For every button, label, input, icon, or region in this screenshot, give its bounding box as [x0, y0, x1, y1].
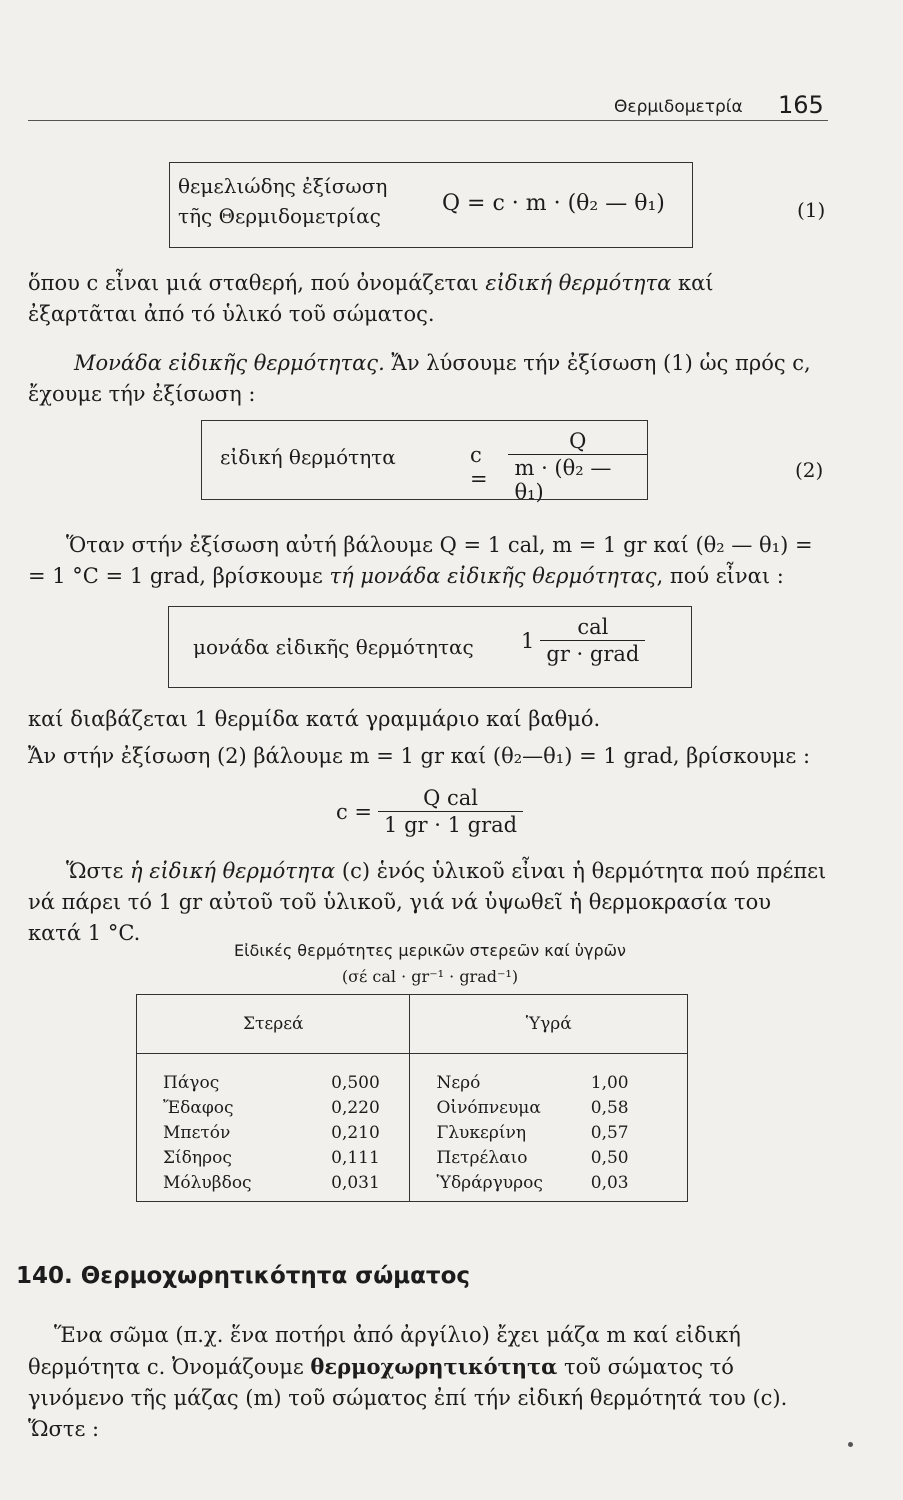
table-cell-solid-value: 0,111: [330, 1146, 410, 1171]
equation-3-numerator: cal: [577, 615, 609, 639]
table-cell-liquid-value: 0,57: [590, 1121, 688, 1146]
specific-heat-table: [136, 994, 688, 1202]
table-row: [137, 1171, 688, 1202]
table-cell-solid-value: 0,500: [330, 1054, 410, 1097]
equation-1-box: [169, 162, 693, 248]
equation-4-lhs: c =: [336, 799, 373, 824]
table-body: [137, 1054, 688, 1202]
table-cell-solid-value: 0,220: [330, 1096, 410, 1121]
section-heading: 140. Θερμοχωρητικότητα σώματος: [16, 1263, 471, 1289]
table-row: [137, 1146, 688, 1171]
table-cell-solid: Ἔδαφος: [137, 1096, 331, 1121]
table-cell-solid-value: 0,210: [330, 1121, 410, 1146]
table-header-liquids: Ὑγρά: [410, 995, 688, 1054]
table-cell-liquid-value: 0,58: [590, 1096, 688, 1121]
stray-dot-mark: [848, 1442, 853, 1447]
table-cell-solid: Σίδηρος: [137, 1146, 331, 1171]
equation-2-label: εἰδική θερμότητα: [220, 445, 396, 469]
equation-1-label-line2: τῆς Θερμιδομετρίας: [178, 204, 381, 228]
equation-2-fraction: [508, 429, 647, 504]
paragraph-heat-capacity: Ἕνα σῶμα (π.χ. ἕνα ποτήρι ἀπό ἀργίλιο) ἔχει μάζα m καί εἰδική θερμότητα c. Ὀνομάζουμε θερμοχωρητικότητα τοῦ σώματος τό γινόμενο τῆς μάζας (m) τοῦ σώματος ἐπί τήν εἰδική θερμότητά του (c). Ὥστε :: [28, 1323, 788, 1441]
paragraph-substitution: Ἄν στήν ἐξίσωση (2) βάλουμε m = 1 gr καί (θ₂—θ₁) = 1 grad, βρίσκουμε :: [28, 744, 811, 768]
page-number: 165: [778, 91, 824, 119]
equation-4-fraction: [378, 786, 523, 837]
table-cell-liquid: Πετρέλαιο: [436, 1148, 528, 1168]
table-row: [137, 1054, 688, 1097]
table-cell-liquid-value: 1,00: [590, 1054, 688, 1097]
equation-3-fraction: [540, 615, 645, 666]
table-header-solids: Στερεά: [137, 995, 410, 1054]
table-row: [137, 1121, 688, 1146]
paragraph-unit-reading: καί διαβάζεται 1 θερμίδα κατά γραμμάριο καί βαθμό.: [28, 707, 601, 731]
table-cell-liquid: Νερό: [436, 1073, 481, 1093]
equation-1-formula: Q = c · m · (θ₂ — θ₁): [442, 191, 665, 216]
equation-1-number: (1): [797, 198, 826, 222]
equation-3-denominator: gr · grad: [540, 640, 645, 666]
equation-3-box: [168, 606, 692, 688]
header-rule: [28, 120, 828, 121]
table-cell-liquid: Οἰνόπνευμα: [436, 1098, 541, 1118]
equation-2-number: (2): [795, 458, 824, 482]
equation-4-numerator: Q cal: [423, 786, 478, 810]
equation-1-label-line1: θεμελιώδης ἐξίσωση: [178, 174, 388, 198]
table-cell-solid-value: 0,031: [330, 1171, 410, 1202]
table-cell-solid: Μόλυβδος: [137, 1171, 331, 1202]
equation-2-lhs: c =: [470, 442, 488, 491]
paragraph-unit-intro: Μονάδα εἰδικῆς θερμότητας. Ἄν λύσουμε τήν ἐξίσωση (1) ὡς πρός c, ἔχουμε τήν ἐξίσωση :: [28, 351, 811, 406]
paragraph-specific-heat-meaning: Ὥστε ἡ εἰδική θερμότητα (c) ἑνός ὑλικοῦ εἶναι ἡ θερμότητα πού πρέπει νά πάρει τό 1 gr αὐτοῦ τοῦ ὑλικοῦ, γιά νά ὑψωθεῖ ἡ θερμοκρασία του κατά 1 °C.: [28, 859, 827, 945]
table-cell-liquid: Γλυκερίνη: [436, 1123, 526, 1143]
table-cell-liquid-value: 0,50: [590, 1146, 688, 1171]
equation-4-denominator: 1 gr · 1 grad: [378, 811, 523, 837]
equation-2-numerator: Q: [569, 429, 587, 453]
equation-4: [336, 786, 523, 837]
table-caption-line1: Εἰδικές θερμότητες μερικῶν στερεῶν καί ὑγρῶν: [234, 941, 626, 960]
equation-2-box: [201, 420, 648, 504]
table-cell-solid: Πάγος: [137, 1054, 331, 1097]
table-caption-line2: (σέ cal · gr⁻¹ · grad⁻¹): [341, 967, 519, 986]
equation-3-label: μονάδα εἰδικῆς θερμότητας: [193, 635, 474, 659]
running-title: Θερμιδομετρία: [614, 97, 743, 117]
table-caption: [150, 938, 710, 990]
equation-2-denominator: m · (θ₂ — θ₁): [508, 454, 647, 504]
table-cell-liquid-value: 0,03: [590, 1171, 688, 1202]
equation-3-coefficient: 1: [521, 628, 535, 653]
table-row: [137, 1096, 688, 1121]
paragraph-unit-derivation: Ὅταν στήν ἐξίσωση αὐτή βάλουμε Q = 1 cal, m = 1 gr καί (θ₂ — θ₁) = = 1 °C = 1 grad, βρίσκουμε τή μονάδα εἰδικῆς θερμότητας, πού εἶναι :: [28, 533, 813, 588]
paragraph-specific-heat-definition: ὅπου c εἶναι μιά σταθερή, πού ὀνομάζεται εἰδική θερμότητα καί ἐξαρτᾶται ἀπό τό ὑλικό τοῦ σώματος.: [28, 271, 714, 326]
table-cell-liquid: Ὑδράργυρος: [410, 1171, 590, 1202]
table-cell-solid: Μπετόν: [137, 1121, 331, 1146]
